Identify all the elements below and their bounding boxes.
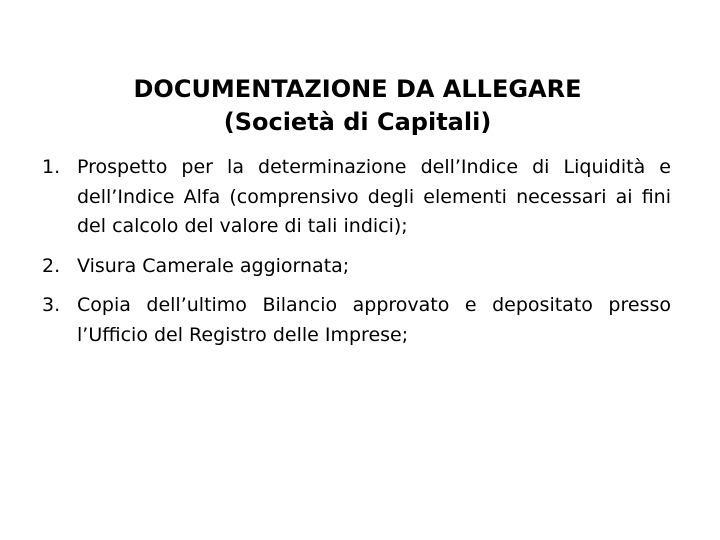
list-item-text: Visura Camerale aggiornata; <box>77 254 350 277</box>
title-line-main: DOCUMENTAZIONE DA ALLEGARE <box>133 75 582 103</box>
list-item <box>42 153 671 242</box>
list-item-number: 1. <box>42 156 61 178</box>
title-line-subtitle: (Società di Capitali) <box>223 108 492 136</box>
page-title <box>0 73 715 139</box>
list-item-text: Prospetto per la determinazione dell’Indice di Liquidità e dell’Indice Alfa (comprensivo degli elementi necessari ai fini del calcolo del valore di tali indici); <box>77 156 671 237</box>
list-item <box>42 252 671 282</box>
list-item-text: Copia dell’ultimo Bilancio approvato e depositato presso l’Ufficio del Registro delle Imprese; <box>77 294 671 346</box>
list-item <box>42 291 671 350</box>
list-item-number: 2. <box>42 254 61 277</box>
list-item-number: 3. <box>42 294 61 316</box>
required-documents-list <box>42 153 671 360</box>
